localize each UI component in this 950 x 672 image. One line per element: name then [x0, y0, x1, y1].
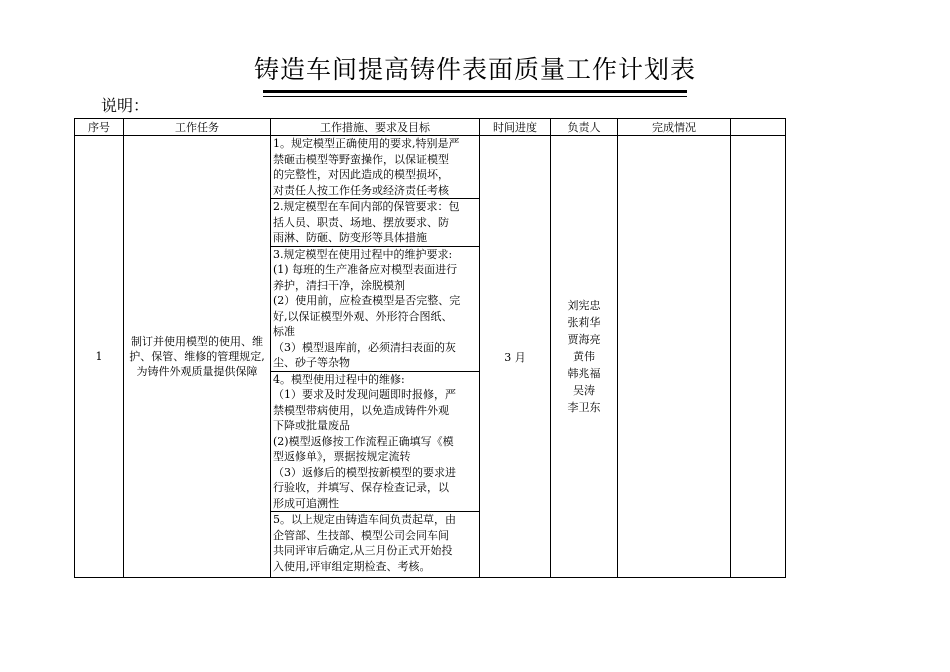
measure-line: 形成可追溯性	[273, 496, 339, 510]
measure-line: （3）返修后的模型按新模型的要求进	[273, 465, 456, 479]
measure-line: (2）使用前，应检查模型是否完整、完	[273, 294, 461, 307]
header-extra	[731, 119, 786, 136]
measure-line: 型返修单》，票据按规定流转	[273, 450, 411, 463]
row-index: 1	[75, 136, 124, 578]
header-row	[75, 119, 786, 136]
measure-line: 的完整性，对因此造成的模型损坏，	[273, 168, 449, 181]
measure-line: 2.规定模型在车间内部的保管要求：包	[273, 200, 460, 213]
owner-name: 张莉华	[567, 316, 601, 329]
measure-line: 禁砸击模型等野蛮操作，以保证模型	[273, 152, 449, 166]
measure-line: 养护，清扫干净，涂脱模剂	[273, 278, 405, 292]
measure-line: 共同评审后确定,从三月份正式开始投	[273, 544, 453, 557]
measure-line: 行验收，并填写、保存检查记录，以	[273, 481, 449, 494]
header-task: 工作任务	[124, 119, 271, 136]
measure-block	[271, 136, 479, 199]
measure-block	[271, 372, 479, 513]
owner-name: 吴涛	[573, 384, 595, 397]
measure-block	[271, 199, 479, 247]
row-task: 制订并使用模型的使用、维护、保管、维修的管理规定,为铸件外观质量提供保障	[124, 136, 271, 578]
note-label: 说明：	[101, 96, 150, 115]
header-index: 序号	[75, 119, 124, 136]
measure-line: 3.规定模型在使用过程中的维护要求:	[273, 247, 453, 261]
measure-line: 入使用,评审组定期检查、考核。	[273, 559, 431, 573]
measure-line: 标准	[273, 325, 295, 338]
measure-line: （3）模型退库前，必须清扫表面的灰	[273, 340, 456, 354]
measure-line: 5。以上规定由铸造车间负责起草，由	[273, 513, 456, 526]
measure-line: （1）要求及时发现问题即时报修，严	[273, 388, 456, 401]
row-schedule: 3 月	[480, 136, 551, 578]
header-measures: 工作措施、要求及目标	[271, 119, 480, 136]
measure-line: 好,以保证模型外观、外形符合图纸、	[273, 309, 453, 323]
row-status	[618, 136, 731, 578]
measure-line: 4。模型使用过程中的维修:	[273, 372, 405, 386]
owner-name: 李卫东	[567, 401, 601, 414]
page-title: 铸造车间提高铸件表面质量工作计划表	[253, 55, 696, 84]
measure-line: 1。规定模型正确使用的要求,特别是严	[273, 137, 460, 150]
measure-line: (1) 每班的生产准备应对模型表面进行	[273, 263, 458, 276]
measure-block	[271, 247, 479, 372]
row-extra	[731, 136, 786, 578]
header-status: 完成情况	[618, 119, 731, 136]
measure-line: 括人员、职责、场地、摆放要求、防	[273, 215, 449, 229]
measure-line: 对责任人按工作任务或经济责任考核	[273, 183, 449, 197]
measure-line: 下降或批量废品	[273, 419, 350, 432]
measure-line: 尘、砂子等杂物	[273, 356, 350, 369]
header-owner: 负责人	[551, 119, 618, 136]
owner-name: 贾海亮	[567, 333, 601, 346]
measure-block	[271, 512, 479, 574]
work-plan-table	[74, 118, 786, 578]
header-schedule: 时间进度	[480, 119, 551, 136]
table-row	[75, 136, 786, 578]
measure-line: 雨淋、防砸、防变形等具体措施	[273, 231, 427, 244]
title-double-underline	[263, 90, 687, 97]
measure-line: (2)模型返修按工作流程正确填写《模	[273, 434, 454, 448]
row-measures	[271, 136, 480, 578]
measure-line: 企管部、生技部、模型公司会同车间	[273, 528, 449, 542]
row-owners	[551, 136, 618, 578]
measure-line: 禁模型带病使用，以免造成铸件外观	[273, 403, 449, 417]
owner-name: 刘宪忠	[567, 299, 601, 312]
owner-name: 韩兆福	[567, 367, 601, 380]
owner-name: 黄伟	[573, 350, 595, 363]
